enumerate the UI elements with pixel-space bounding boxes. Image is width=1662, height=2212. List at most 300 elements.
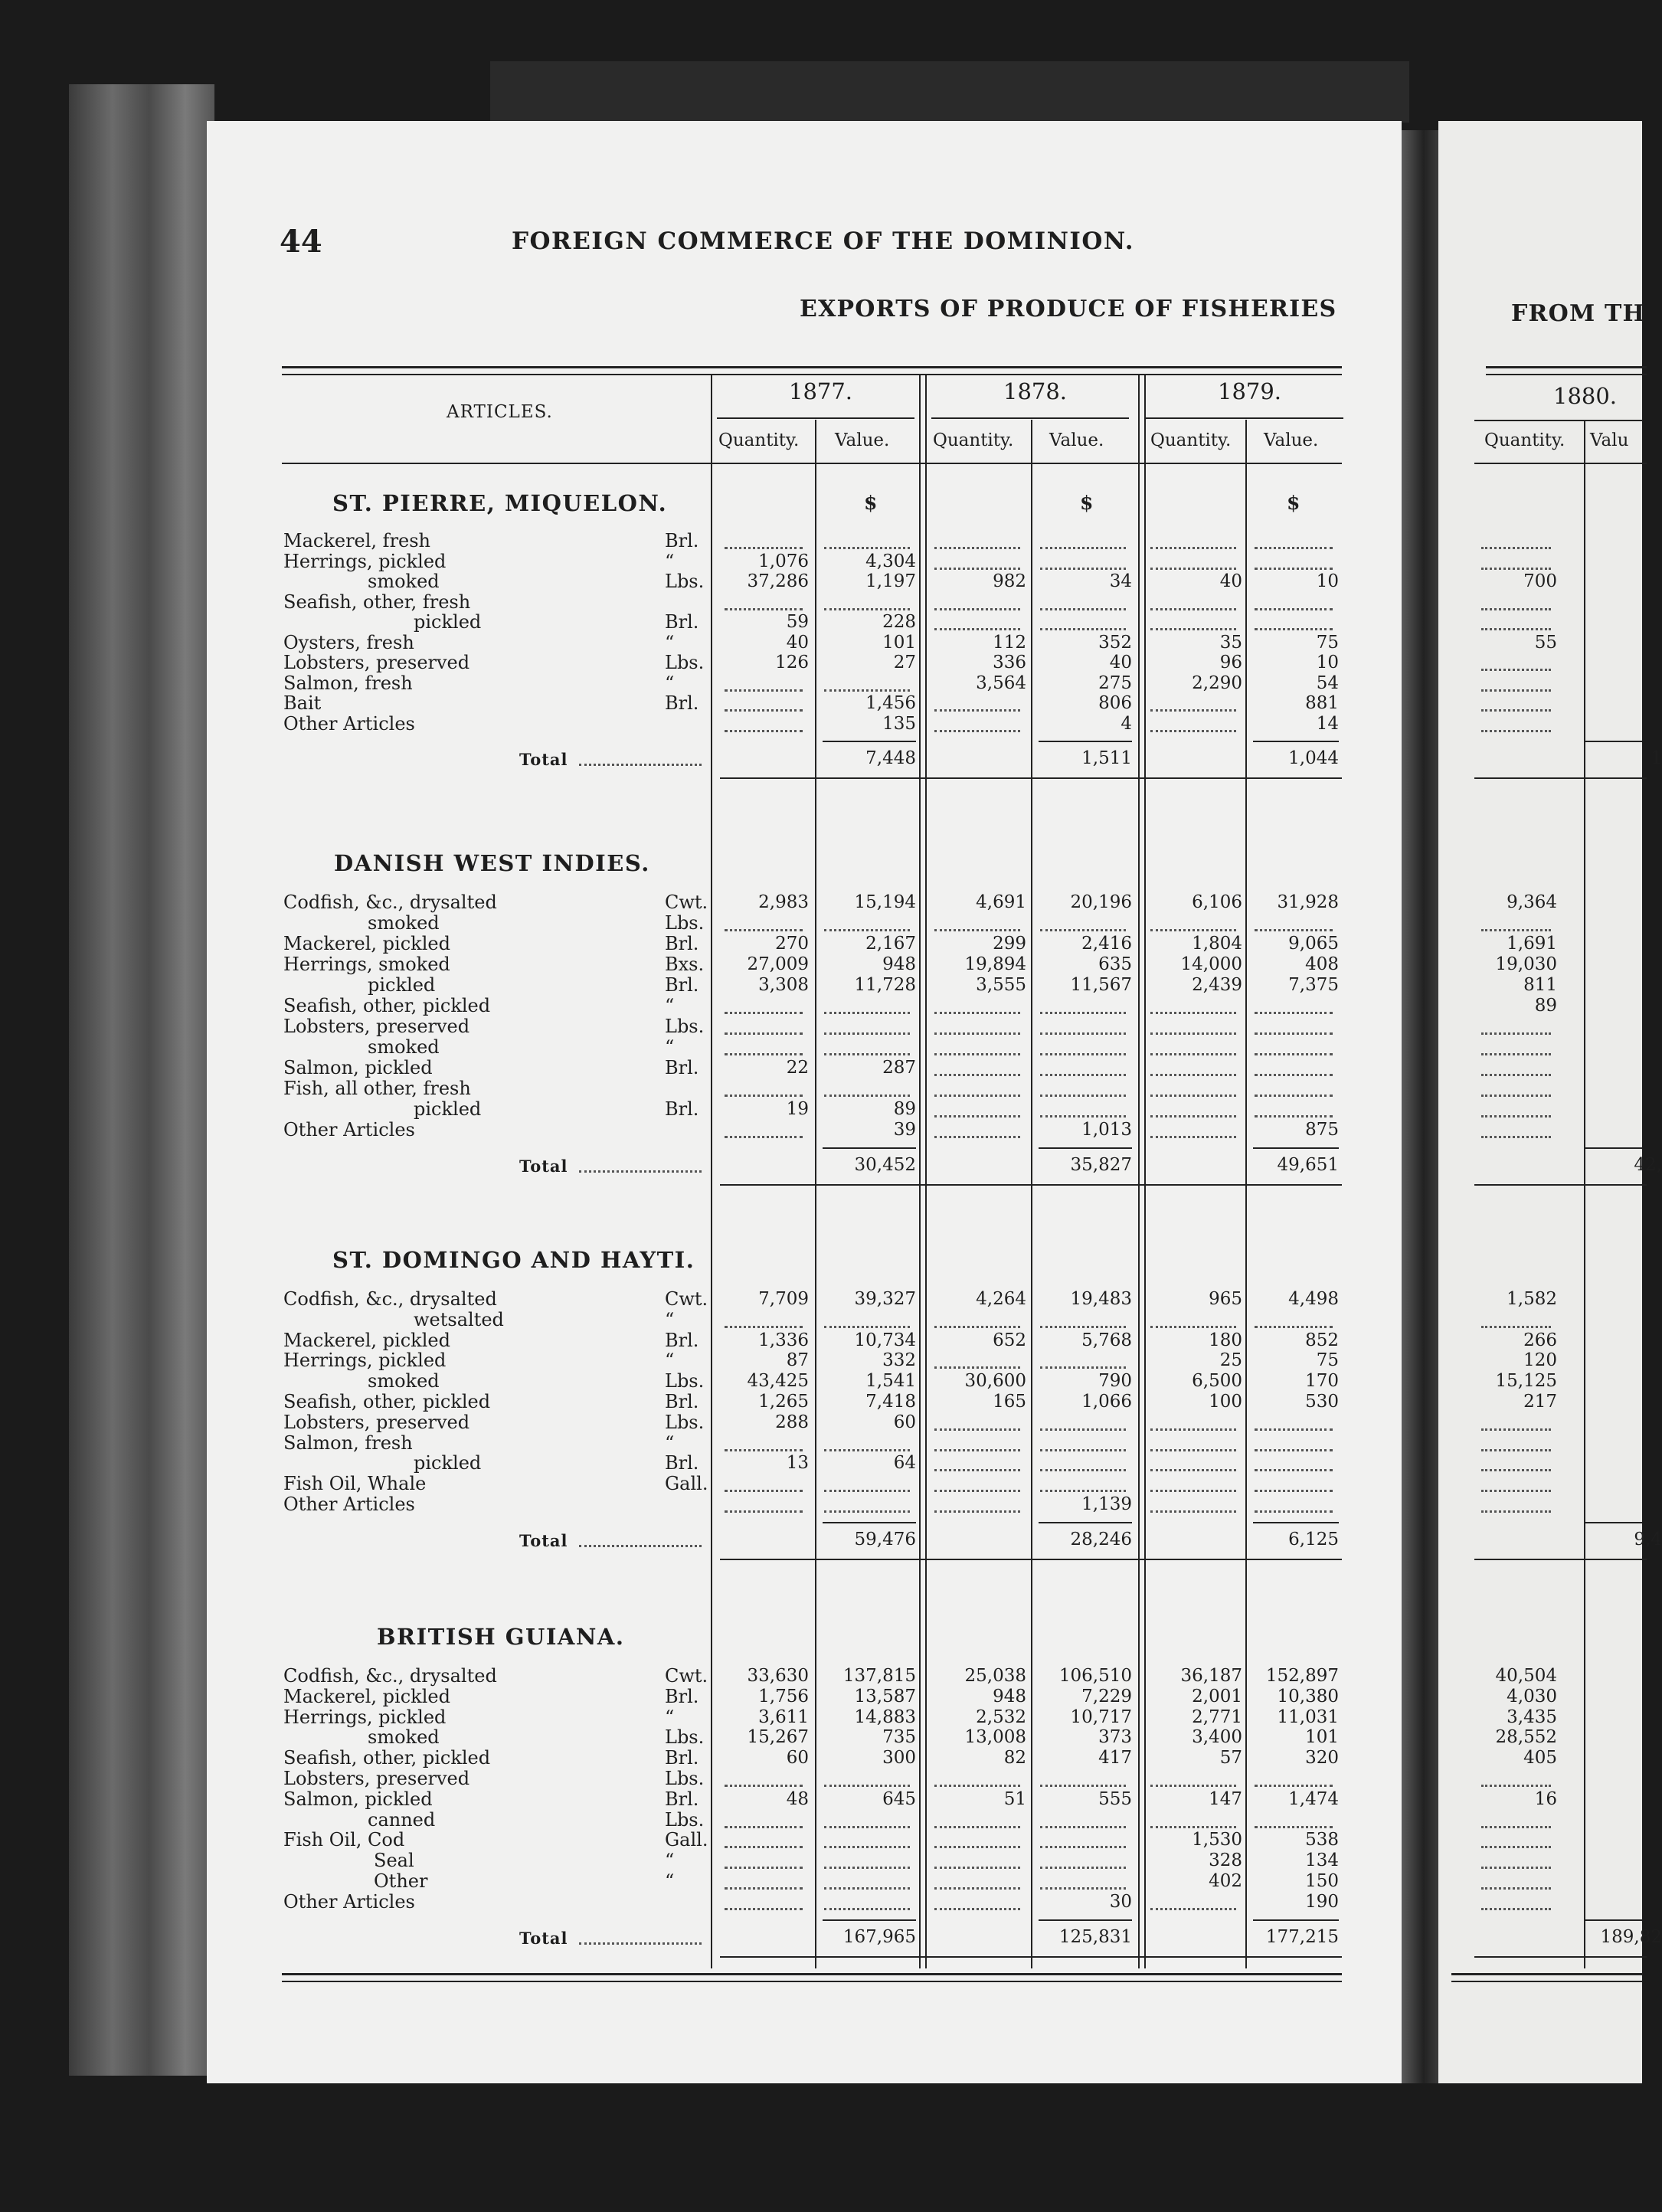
empty-cell-leader (1150, 1490, 1236, 1492)
cell-value: 135 (882, 713, 916, 734)
row-label: smoked (368, 912, 440, 934)
cell-value: 22 (786, 1058, 809, 1078)
header-bottom-rule (282, 463, 1342, 464)
section-end-rule (720, 1559, 1342, 1560)
cell-value: 25 (1219, 1350, 1242, 1371)
cell-value: 1,139 (1081, 1494, 1132, 1514)
row-unit: “ (665, 1036, 675, 1058)
row-label: Salmon, pickled (283, 1788, 433, 1810)
cell-value: 2,439 (1192, 975, 1242, 995)
empty-cell-leader (1040, 1469, 1126, 1471)
subtotal-rule (1039, 1147, 1132, 1149)
empty-cell-leader (934, 929, 1020, 931)
row-label: Mackerel, fresh (283, 530, 431, 551)
cell-value: 1,076 (758, 551, 809, 571)
row-label: canned (368, 1808, 436, 1831)
column-rule (711, 375, 712, 1968)
cell-value: 9,065 (1288, 934, 1339, 954)
total-value: 177,215 (1265, 1926, 1339, 1947)
empty-cell-leader (1255, 1053, 1333, 1055)
empty-cell-leader (1040, 1428, 1126, 1431)
total-value: 189,82 (1600, 1926, 1662, 1947)
row-unit: “ (665, 1350, 675, 1372)
cell-value: 645 (882, 1788, 916, 1809)
row-unit: “ (665, 550, 675, 572)
cell-value: 15,125 (1495, 1371, 1557, 1392)
cell-value: 190 (1305, 1891, 1339, 1912)
cell-value: 7,229 (1081, 1686, 1132, 1706)
cell-value: 54 (1316, 672, 1339, 693)
empty-cell-leader (934, 568, 1020, 570)
empty-cell-leader (1481, 1115, 1551, 1117)
empty-cell-leader (1040, 1095, 1126, 1097)
empty-cell-leader (1150, 628, 1236, 630)
empty-cell-leader (1150, 1053, 1236, 1055)
empty-cell-leader (1150, 1326, 1236, 1328)
cell-value: 134 (1305, 1850, 1339, 1871)
cell-value: 33,630 (747, 1666, 809, 1686)
cell-value: 228 (882, 612, 916, 632)
cell-value: 373 (1098, 1727, 1132, 1748)
empty-cell-leader (1255, 608, 1333, 610)
cell-value: 652 (993, 1330, 1026, 1350)
cell-value: 2,416 (1081, 934, 1132, 954)
quantity-header: Quantity. (718, 430, 800, 450)
quantity-header: Quantity. (933, 430, 1014, 450)
empty-cell-leader (725, 1053, 803, 1055)
empty-cell-leader (725, 1326, 803, 1328)
row-unit: Gall. (665, 1829, 708, 1851)
row-unit: Brl. (665, 1747, 699, 1769)
row-unit: Brl. (665, 611, 699, 633)
section-title: ST. PIERRE, MIQUELON. (332, 490, 668, 516)
empty-cell-leader (1150, 1074, 1236, 1076)
empty-cell-leader (934, 1012, 1020, 1014)
cell-value: 288 (775, 1412, 809, 1432)
empty-cell-leader (934, 1490, 1020, 1492)
total-value: 7,448 (865, 748, 916, 768)
row-label: Mackerel, pickled (283, 933, 450, 954)
cell-value: 14 (1316, 713, 1339, 734)
cell-value: 287 (882, 1058, 916, 1078)
empty-cell-leader (824, 1826, 910, 1828)
cell-value: 217 (1523, 1392, 1557, 1412)
empty-cell-leader (1150, 1032, 1236, 1035)
cell-value: 7,418 (865, 1392, 916, 1412)
empty-cell-leader (934, 1053, 1020, 1055)
cell-value: 27,009 (747, 954, 809, 974)
subtotal-rule (823, 741, 916, 742)
cell-value: 811 (1523, 975, 1557, 995)
empty-cell-leader (1255, 1510, 1333, 1513)
row-unit: “ (665, 672, 675, 694)
cell-value: 19,030 (1495, 954, 1557, 974)
cell-value: 39 (893, 1120, 916, 1140)
cell-value: 101 (1305, 1727, 1339, 1748)
cell-value: 852 (1305, 1330, 1339, 1350)
cell-value: 3,308 (758, 975, 809, 995)
empty-cell-leader (725, 1908, 803, 1910)
row-unit: Lbs. (665, 1726, 705, 1749)
cell-value: 10 (1316, 653, 1339, 672)
empty-cell-leader (1150, 608, 1236, 610)
cell-value: 170 (1305, 1371, 1339, 1392)
value-header: Value. (835, 430, 890, 450)
row-label: Herrings, smoked (283, 954, 450, 975)
year-header: 1879. (1218, 378, 1282, 404)
empty-cell-leader (1481, 1887, 1551, 1890)
cell-value: 13,008 (964, 1727, 1026, 1748)
empty-cell-leader (725, 730, 803, 732)
row-unit: Brl. (665, 1452, 699, 1474)
cell-value: 89 (893, 1099, 916, 1119)
cell-value: 19,894 (964, 954, 1026, 974)
row-unit: Brl. (665, 530, 699, 551)
empty-cell-leader (1150, 1136, 1236, 1138)
row-label: Seafish, other, pickled (283, 995, 491, 1016)
empty-cell-leader (934, 1095, 1020, 1097)
cell-value: 1,756 (758, 1686, 809, 1706)
empty-cell-leader (1150, 1449, 1236, 1451)
cell-value: 2,001 (1192, 1686, 1242, 1706)
cell-value: 101 (882, 632, 916, 653)
right-year-underline (1474, 420, 1643, 421)
empty-cell-leader (725, 1887, 803, 1890)
book-gutter (1402, 130, 1438, 2083)
row-label: Lobsters, preserved (283, 1016, 470, 1037)
cell-value: 40 (1109, 653, 1132, 672)
book-page-edges (69, 84, 214, 2076)
row-unit: “ (665, 1706, 675, 1728)
empty-cell-leader (1481, 1826, 1551, 1828)
cell-value: 2,771 (1192, 1706, 1242, 1727)
empty-cell-leader (934, 1032, 1020, 1035)
row-unit: “ (665, 1870, 675, 1892)
row-unit: Brl. (665, 1057, 699, 1078)
cell-value: 30 (1109, 1891, 1132, 1912)
row-unit: “ (665, 995, 675, 1016)
cell-value: 9,364 (1507, 892, 1557, 912)
empty-cell-leader (1040, 1449, 1126, 1451)
empty-cell-leader (1481, 568, 1551, 570)
cell-value: 1,530 (1192, 1830, 1242, 1850)
empty-cell-leader (725, 709, 803, 712)
row-label: Oysters, fresh (283, 631, 414, 653)
empty-cell-leader (1481, 1785, 1551, 1787)
cell-value: 40,504 (1495, 1666, 1557, 1686)
cell-value: 948 (882, 954, 916, 974)
row-label: Codfish, &c., drysalted (283, 1665, 497, 1687)
empty-cell-leader (1040, 1490, 1126, 1492)
row-label: Salmon, fresh (283, 672, 413, 694)
empty-cell-leader (1150, 1095, 1236, 1097)
cell-value: 881 (1305, 693, 1339, 713)
row-unit: “ (665, 1850, 675, 1872)
cell-value: 82 (1003, 1748, 1026, 1769)
empty-cell-leader (934, 709, 1020, 712)
row-unit: Brl. (665, 1391, 699, 1412)
cell-value: 10 (1316, 571, 1339, 591)
empty-cell-leader (1040, 1785, 1126, 1787)
cell-value: 31,928 (1277, 892, 1339, 912)
total-leader (579, 1170, 702, 1173)
subtotal-rule (1585, 1919, 1642, 1921)
cell-value: 3,555 (976, 975, 1026, 995)
row-unit: Brl. (665, 1788, 699, 1810)
total-value: 1 (1651, 748, 1662, 768)
cell-value: 37,286 (747, 571, 809, 591)
empty-cell-leader (934, 1428, 1020, 1431)
cell-value: 299 (993, 934, 1026, 954)
cell-value: 275 (1098, 672, 1132, 693)
cell-value: 875 (1305, 1120, 1339, 1140)
row-unit: Brl. (665, 1685, 699, 1707)
empty-cell-leader (934, 1366, 1020, 1369)
empty-cell-leader (934, 547, 1020, 549)
cell-value: 4,264 (976, 1289, 1026, 1309)
cell-value: 270 (775, 934, 809, 954)
row-label: Salmon, pickled (283, 1057, 433, 1078)
total-value: 59,476 (854, 1529, 916, 1549)
empty-cell-leader (1255, 628, 1333, 630)
empty-cell-leader (1150, 709, 1236, 712)
cell-value: 5,768 (1081, 1330, 1132, 1350)
total-value: 6,125 (1288, 1529, 1339, 1549)
row-label: smoked (368, 1726, 440, 1749)
cell-value: 555 (1098, 1788, 1132, 1809)
row-label: Fish Oil, Whale (283, 1473, 427, 1495)
empty-cell-leader (1481, 1510, 1551, 1513)
cell-value: 3,611 (758, 1706, 809, 1727)
empty-cell-leader (1255, 1012, 1333, 1014)
empty-cell-leader (824, 1510, 910, 1513)
empty-cell-leader (1040, 1366, 1126, 1369)
row-label: Herrings, pickled (283, 1350, 447, 1372)
row-label: pickled (414, 611, 482, 633)
cell-value: 150 (1305, 1871, 1339, 1891)
row-label: Lobsters, preserved (283, 1411, 470, 1433)
empty-cell-leader (934, 1510, 1020, 1513)
cell-value: 89 (1534, 996, 1557, 1016)
cell-value: 10,734 (854, 1330, 916, 1350)
empty-cell-leader (725, 929, 803, 931)
cell-value: 1,804 (1192, 934, 1242, 954)
row-label: Codfish, &c., drysalted (283, 892, 497, 913)
empty-cell-leader (1481, 929, 1551, 931)
currency-symbol: $ (1080, 492, 1094, 514)
subtotal-rule (1585, 1147, 1642, 1149)
empty-cell-leader (1481, 1428, 1551, 1431)
row-unit: “ (665, 631, 675, 653)
cell-value: 300 (882, 1748, 916, 1769)
row-unit: Lbs. (665, 1768, 705, 1789)
empty-cell-leader (1255, 929, 1333, 931)
cell-value: 700 (1523, 571, 1557, 591)
right-header-top-rule-2 (1486, 374, 1647, 375)
cell-value: 1,336 (758, 1330, 809, 1350)
cell-value: 11,728 (854, 975, 916, 995)
column-rule (1031, 420, 1032, 1968)
right-quantity-header: Quantity. (1484, 430, 1565, 450)
row-label: Seafish, other, pickled (283, 1747, 491, 1769)
row-label: wetsalted (414, 1308, 504, 1330)
cell-value: 40 (786, 632, 809, 653)
row-label: Herrings, pickled (283, 1706, 447, 1728)
cell-value: 530 (1305, 1392, 1339, 1412)
cell-value: 20,196 (1070, 892, 1132, 912)
cell-value: 2,532 (976, 1706, 1026, 1727)
cell-value: 147 (1209, 1788, 1242, 1809)
empty-cell-leader (934, 628, 1020, 630)
row-unit: Lbs. (665, 1411, 705, 1433)
total-label: Total (519, 1928, 568, 1948)
empty-cell-leader (934, 1908, 1020, 1910)
row-label: Fish Oil, Cod (283, 1829, 405, 1851)
empty-cell-leader (934, 1469, 1020, 1471)
cell-value: 332 (882, 1350, 916, 1371)
empty-cell-leader (1255, 1826, 1333, 1828)
cell-value: 3,400 (1192, 1727, 1242, 1748)
cell-value: 4 (1121, 713, 1132, 734)
empty-cell-leader (824, 1053, 910, 1055)
running-head: FOREIGN COMMERCE OF THE DOMINION. (512, 227, 1135, 255)
row-label: Fish, all other, fresh (283, 1078, 471, 1099)
cell-value: 25,038 (964, 1666, 1026, 1686)
cell-value: 87 (786, 1350, 809, 1371)
cell-value: 948 (993, 1686, 1026, 1706)
row-unit: “ (665, 1308, 675, 1330)
empty-cell-leader (725, 1867, 803, 1869)
cell-value: 75 (1316, 1350, 1339, 1371)
cell-value: 1,541 (865, 1371, 916, 1392)
empty-cell-leader (1150, 730, 1236, 732)
total-value: 1,511 (1081, 748, 1132, 768)
empty-cell-leader (1040, 628, 1126, 630)
right-column-rule (1584, 420, 1585, 1968)
empty-cell-leader (725, 1510, 803, 1513)
empty-cell-leader (824, 1490, 910, 1492)
cell-value: 7,709 (758, 1289, 809, 1309)
cell-value: 28,552 (1495, 1727, 1557, 1748)
empty-cell-leader (1481, 1867, 1551, 1869)
bottom-rule (282, 1973, 1342, 1975)
section-end-rule (720, 1956, 1342, 1958)
right-section-end-rule (1474, 777, 1647, 779)
total-value: 1,044 (1288, 748, 1339, 768)
row-label: Other Articles (283, 712, 415, 735)
cell-value: 165 (993, 1392, 1026, 1412)
empty-cell-leader (1481, 1908, 1551, 1910)
empty-cell-leader (1040, 1867, 1126, 1869)
empty-cell-leader (934, 608, 1020, 610)
right-page-subheading: FROM TH (1511, 300, 1646, 327)
right-header-bottom-rule (1474, 463, 1647, 464)
section-title: ST. DOMINGO AND HAYTI. (332, 1247, 695, 1273)
column-rule (925, 375, 927, 1968)
cell-value: 6,106 (1192, 892, 1242, 912)
right-bottom-rule (1451, 1973, 1643, 1975)
empty-cell-leader (824, 1449, 910, 1451)
cell-value: 19 (786, 1099, 809, 1119)
empty-cell-leader (1255, 1095, 1333, 1097)
subtotal-rule (1253, 1522, 1339, 1523)
cell-value: 96 (1219, 653, 1242, 672)
empty-cell-leader (824, 608, 910, 610)
cell-value: 1,066 (1081, 1392, 1132, 1412)
cell-value: 3,564 (976, 672, 1026, 693)
currency-symbol: $ (864, 492, 878, 514)
empty-cell-leader (824, 1887, 910, 1890)
cell-value: 1,456 (865, 693, 916, 713)
row-unit: Cwt. (665, 892, 708, 913)
empty-cell-leader (1040, 547, 1126, 549)
total-value: 9,4 (1634, 1529, 1662, 1549)
row-label: pickled (414, 1452, 482, 1474)
empty-cell-leader (1481, 1326, 1551, 1328)
empty-cell-leader (725, 608, 803, 610)
subtotal-rule (1253, 1919, 1339, 1921)
empty-cell-leader (934, 1785, 1020, 1787)
right-section-end-rule (1474, 1956, 1647, 1958)
empty-cell-leader (934, 1887, 1020, 1890)
articles-header: ARTICLES. (447, 402, 553, 422)
total-value: 30,452 (854, 1155, 916, 1175)
empty-cell-leader (824, 1326, 910, 1328)
right-header-top-rule (1486, 366, 1647, 368)
empty-cell-leader (725, 1032, 803, 1035)
row-label: Seafish, other, fresh (283, 591, 471, 613)
cell-value: 2,290 (1192, 672, 1242, 693)
empty-cell-leader (1040, 1053, 1126, 1055)
total-value: 42, (1634, 1155, 1662, 1175)
section-title: BRITISH GUIANA. (377, 1624, 625, 1650)
cell-value: 14,883 (854, 1706, 916, 1727)
subtotal-rule (823, 1919, 916, 1921)
cell-value: 2,983 (758, 892, 809, 912)
row-label: Seal (374, 1850, 414, 1872)
subtotal-rule (1039, 1919, 1132, 1921)
empty-cell-leader (1150, 1428, 1236, 1431)
empty-cell-leader (725, 1095, 803, 1097)
cell-value: 806 (1098, 693, 1132, 713)
bottom-rule-2 (282, 1981, 1342, 1982)
empty-cell-leader (1150, 1826, 1236, 1828)
empty-cell-leader (1255, 1326, 1333, 1328)
empty-cell-leader (934, 1326, 1020, 1328)
empty-cell-leader (824, 1095, 910, 1097)
row-unit: Lbs. (665, 1370, 705, 1392)
header-top-rule (282, 366, 1342, 368)
empty-cell-leader (1040, 1012, 1126, 1014)
empty-cell-leader (1255, 1115, 1333, 1117)
row-label: smoked (368, 1370, 440, 1392)
page-number: 44 (280, 224, 322, 260)
empty-cell-leader (934, 1846, 1020, 1848)
empty-cell-leader (824, 929, 910, 931)
row-unit: Lbs. (665, 571, 705, 592)
empty-cell-leader (725, 689, 803, 692)
row-label: Mackerel, pickled (283, 1685, 450, 1707)
cell-value: 34 (1109, 571, 1132, 591)
empty-cell-leader (1255, 1032, 1333, 1035)
empty-cell-leader (824, 1032, 910, 1035)
right-section-end-rule (1474, 1559, 1647, 1560)
section-title: DANISH WEST INDIES. (334, 850, 650, 876)
row-unit: Bxs. (665, 954, 705, 975)
row-label: Herrings, pickled (283, 550, 447, 572)
empty-cell-leader (1150, 1012, 1236, 1014)
cell-value: 112 (993, 632, 1026, 653)
